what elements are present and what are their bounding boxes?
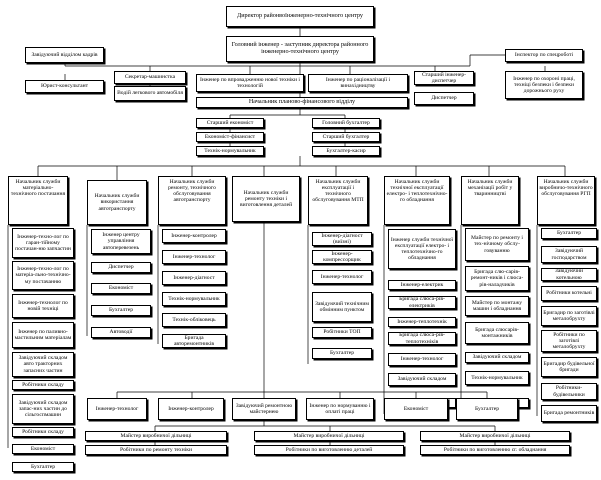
list-item: Бригада авторемонтників	[162, 334, 226, 348]
list-item: Інженер-технолог	[388, 353, 456, 366]
list-item: Робітники котельні	[541, 286, 597, 301]
lawyer-box: Юрист-консультант	[25, 80, 104, 93]
implementation-engineer-box: Інженер по впровадженню нової техніки і технологій	[196, 74, 304, 92]
column-head-repair-parts: Начальник служби ремонту техніки і виготовлення деталей	[232, 176, 300, 222]
list-item: Бригада слюсарів-монтажників	[465, 322, 529, 344]
senior-economist-box: Старший економіст	[196, 118, 264, 128]
list-item: Бухгалтер	[91, 305, 151, 316]
column-head-electro: Начальник служби технічної експлуатації електро- і теплотехнічно-го обладнання	[384, 176, 450, 225]
foreman-2: Майстер виробничої дільниці	[254, 431, 404, 441]
planning-head-box: Начальник планово-фінансового відділу	[196, 97, 408, 108]
list-item: Бригадир будівельної бригади	[541, 357, 597, 377]
list-item: Економіст	[91, 283, 151, 294]
chief-engineer-box: Головний інженер - заступник директора районного інженерно-технічного центру	[226, 36, 374, 62]
list-item: Майстер по монтажу машин і обладнання	[465, 296, 529, 316]
list-item: Робітники складу	[12, 427, 74, 437]
list-item: Завідуючий складом	[465, 352, 529, 363]
list-item: Бухгалтер	[12, 462, 74, 472]
list-item: Бригадир по заготівлі металобрухту	[541, 306, 597, 326]
driver-box: Водій легкового автомобіля	[114, 86, 186, 101]
list-item: Інженер-теплотехнік	[388, 317, 456, 327]
list-item: Інженер служби технічної експлуатації електро- і теплотехнічно-го обладнання	[388, 229, 456, 269]
workers-1: Робітники по ремонту техніки	[85, 445, 227, 455]
list-item: Інженер-електрик	[388, 280, 456, 290]
list-item: Диспетчер	[91, 262, 151, 273]
list-item: Робітники по заготівлі металобрухту	[541, 330, 597, 352]
bottom-engineer-controller: Інженер-контролер	[158, 398, 224, 420]
column-head-mtp: Начальник служби експлуатації і технічного обслуговування МТП	[308, 176, 368, 225]
list-item: Бригада слюса-рів-електриків	[388, 296, 456, 309]
list-item: Робітники-будівельники	[541, 383, 597, 400]
bottom-engineer-technologist: Інженер-технолог	[87, 398, 147, 420]
rationalization-engineer-box: Інженер по раціоналізації і винахідництву	[308, 74, 408, 92]
inspector-box: Інспектор по спецроботі	[505, 49, 583, 62]
list-item: Завідуючий складом запас-них частин до сільгоспмашин	[12, 394, 74, 424]
list-item: Завідуючий складом	[388, 373, 456, 386]
accountant-cashier-box: Бухгалтер-касир	[312, 146, 380, 156]
safety-engineer-box: Інженер по охороні праці, техніці безпеки і безпеки дорожнього руху	[505, 71, 583, 99]
column-head-transport-use: Начальник служби використання автотранспорту	[87, 180, 147, 225]
foreman-3: Майстер виробничої дільниці	[420, 431, 570, 441]
dispatcher-box: Диспетчер	[414, 92, 474, 105]
list-item: Бригада ремонтників	[541, 405, 597, 422]
bottom-labor-engineer: Інженер по нормуванню і оплаті праці	[306, 398, 374, 420]
list-item: Бригада слюса-рів-теплотехніків	[388, 332, 456, 345]
list-item: Бухгалтер	[541, 228, 597, 239]
list-item: Завідуючий складом авто тракторних запасних частин	[12, 352, 74, 377]
list-item: Робітники складу	[12, 380, 74, 390]
column-head-supply: Начальник служби матеріально-технічного постачання	[8, 176, 68, 225]
foreman-1: Майстер виробничої дільниці	[85, 431, 227, 441]
bottom-economist: Економіст	[384, 398, 448, 420]
list-item: Технік-нормувальник	[465, 371, 529, 385]
list-item: Технік-нормувальник	[162, 292, 226, 306]
list-item: Інженер-техно-лог по матеріа-льно-технічно-му постачанню	[12, 261, 74, 290]
list-item: Робітники ТОП	[312, 327, 372, 338]
senior-dispatcher-box: Старший інженер-диспетчер	[414, 71, 474, 85]
column-head-livestock: Начальник служби механізації робіт у тваринництві	[461, 176, 519, 225]
bottom-accountant: Бухгалтер	[456, 398, 518, 420]
list-item: Бригада слю-сарів-ремонт-ників і слюса-рів-наладчиків	[465, 266, 529, 291]
bottom-workshop-head: Завідуючий ремонтною майстернею	[232, 398, 296, 420]
list-item: Інженер-контролер	[162, 229, 226, 243]
list-item: Завідуючий господарством	[541, 246, 597, 263]
workers-2: Робітники по виготовленню деталей	[254, 445, 404, 455]
secretary-box: Секретар-машинстка	[114, 71, 186, 84]
director-box: Директор районвоїнженерно-технічного центру	[226, 6, 374, 27]
list-item: Інженер-діагност (виїзні)	[312, 232, 372, 246]
list-item: Інженер-діагност	[162, 271, 226, 285]
list-item: Інженер по паливно-мастильним матеріалам	[12, 322, 74, 348]
list-item: Інженер-технолог	[162, 250, 226, 264]
list-item: Завідуючий котельною	[541, 268, 597, 281]
list-item: Інженер-технолог	[312, 270, 372, 284]
chief-accountant-box: Головний бухгалтер	[312, 118, 380, 128]
list-item: Автоводії	[91, 327, 151, 338]
list-item: Інженер-компрессорщик	[312, 250, 372, 264]
head-of-personnel-box: Завідуючий відділом кадрів	[25, 47, 104, 63]
list-item: Інженер-техно-лог по гаран-тійному постачан-ню запчастин	[12, 228, 74, 258]
list-item: Інженер центру управління автоперевезень	[91, 229, 151, 254]
list-item: Економіст	[12, 444, 74, 454]
column-head-vehicle-repair: Начальник служби ремонту, технічного обслуговування автотранспорту	[158, 176, 226, 225]
list-item: Бухгалтер	[312, 348, 372, 359]
list-item: Майстер по ремонту і тех-нічному обслу-говуванню	[465, 228, 529, 261]
economist-financier-box: Економіст-фінансист	[196, 132, 264, 142]
workers-3: Робітники по виготовленню сг. обладнання	[420, 445, 570, 455]
norm-technician-box: Технік-нормувальник	[196, 146, 264, 156]
senior-accountant-box: Старший бухгалтер	[312, 132, 380, 142]
list-item: Інженер-технолог по новій техніці	[12, 294, 74, 318]
column-head-rgp: Начальник служби виробничо-технічного обслуговування РГП	[537, 176, 595, 225]
list-item: Завідуючий технічним обмінним пунктом	[312, 292, 372, 322]
list-item: Технік-обліковець	[162, 313, 226, 327]
